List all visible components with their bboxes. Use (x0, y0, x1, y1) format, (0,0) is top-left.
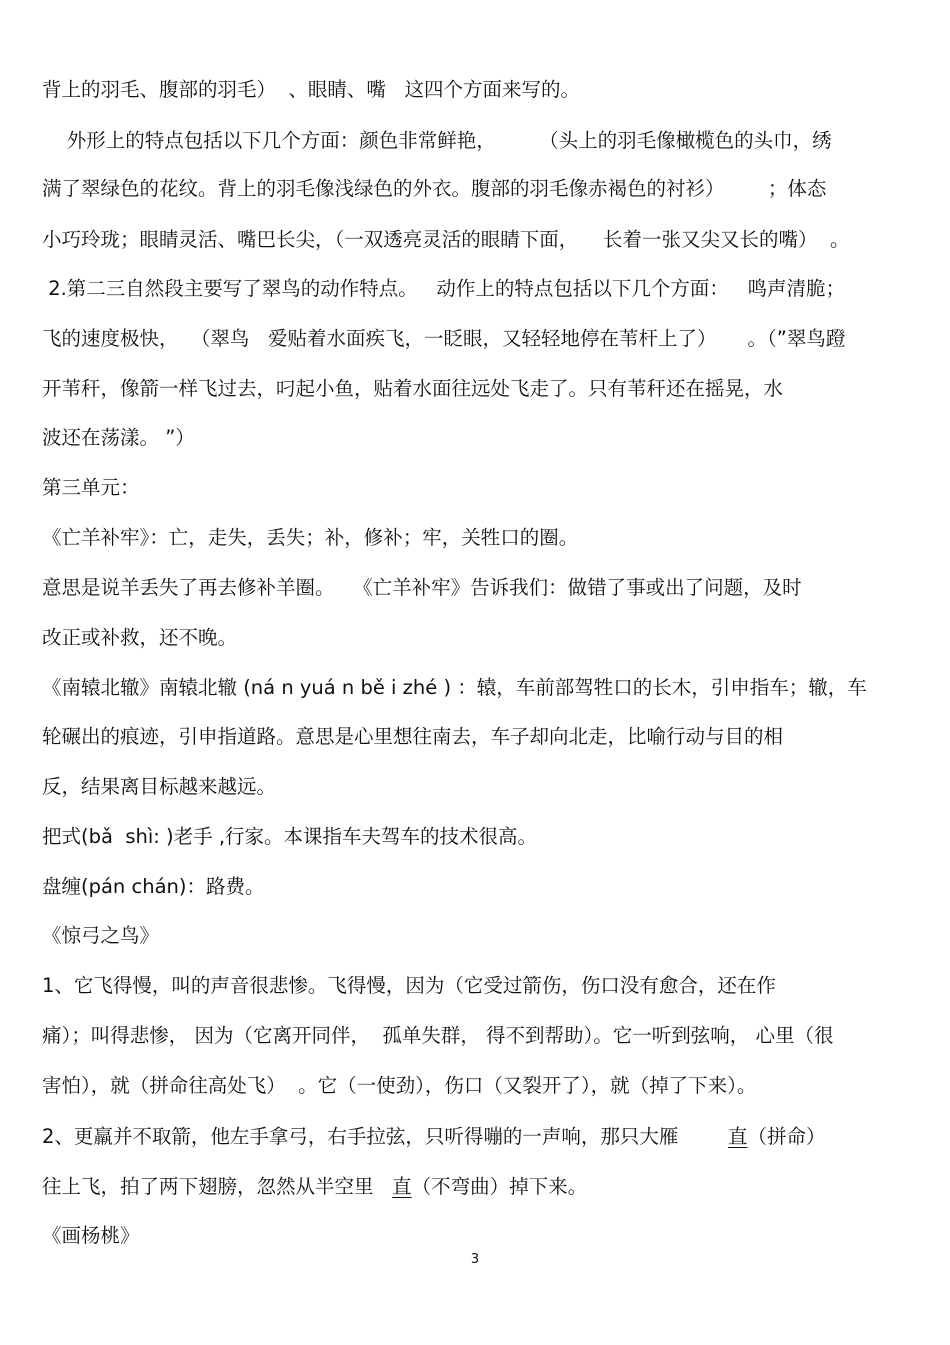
underlined-word: 直 (728, 1125, 748, 1148)
text-line: 飞的速度极快， （翠鸟 爱贴着水面疾飞，一眨眼，又轻轻地停在苇杆上了） 。（”翠鸟蹬 (42, 327, 846, 350)
text-line: 小巧玲珑；眼睛灵活、嘴巴长尖，（一双透亮灵活的眼睛下面， 长着一张又尖又长的嘴） 。 (42, 228, 850, 251)
text-line (42, 1124, 826, 1150)
lesson-title: 《惊弓之鸟》 (42, 924, 160, 947)
text-line: 2.第二三自然段主要写了翠鸟的动作特点。 动作上的特点包括以下几个方面： 鸣声清脆； (42, 277, 845, 300)
underlined-word: 直 (392, 1175, 412, 1198)
text-segment: （拼命） (747, 1125, 826, 1148)
lesson-title: 《画杨桃》 (42, 1224, 140, 1247)
text-line: 外形上的特点包括以下几个方面：颜色非常鲜艳， （头上的羽毛像橄榄色的头巾，绣 (42, 129, 832, 152)
text-segment: 2、更羸并不取箭，他左手拿弓，右手拉弦，只听得嘣的一声响，那只大雁 (42, 1125, 728, 1148)
text-line: 1、它飞得慢，叫的声音很悲惨。飞得慢，因为（它受过箭伤，伤口没有愈合，还在作 (42, 974, 776, 997)
text-line: 改正或补救，还不晚。 (42, 626, 238, 649)
text-line (42, 1174, 587, 1200)
text-line: 《亡羊补牢》：亡，走失，丢失；补，修补；牢，关牲口的圈。 (42, 526, 579, 549)
text-line: 满了翠绿色的花纹。背上的羽毛像浅绿色的外衣。腹部的羽毛像赤褐色的衬衫） ；体态 (42, 177, 827, 200)
text-line: 意思是说羊丢失了再去修补羊圈。 《亡羊补牢》告诉我们：做错了事或出了问题，及时 (42, 576, 802, 599)
text-line: 盘缠(pán chán)：路费。 (42, 875, 265, 898)
text-segment: （不弯曲）掉下来。 (411, 1175, 588, 1198)
text-line: 反，结果离目标越来越远。 (42, 775, 277, 798)
text-line: 轮碾出的痕迹，引申指道路。意思是心里想往南去，车子却向北走，比喻行动与目的相 (42, 725, 784, 748)
text-line: 把式(bǎ shì: )老手 ,行家。本课指车夫驾车的技术很高。 (42, 825, 538, 848)
text-line: 《南辕北辙》南辕北辙 (ná n yuá n bě i zhé ) ：辕，车前部驾牲口的长木，引申指车；辙，车 (42, 676, 867, 699)
section-heading: 第三单元： (42, 476, 140, 499)
text-line: 痛）；叫得悲惨， 因为（它离开同伴， 孤单失群， 得不到帮助）。它一听到弦响， 心里（很 (42, 1024, 834, 1047)
text-line: 开苇秆，像箭一样飞过去，叼起小鱼，贴着水面往远处飞走了。只有苇秆还在摇晃，水 (42, 377, 784, 400)
text-line: 波还在荡漾。 ”） (42, 426, 195, 449)
text-segment: 往上飞，拍了两下翅膀，忽然从半空里 (42, 1175, 393, 1198)
text-line: 背上的羽毛、腹部的羽毛） 、眼睛、嘴 这四个方面来写的。 (42, 78, 580, 101)
page-number: 3 (470, 1252, 480, 1267)
text-line: 害怕），就（拼命往高处飞） 。它（一使劲），伤口（又裂开了），就（掉了下来）。 (42, 1074, 757, 1097)
